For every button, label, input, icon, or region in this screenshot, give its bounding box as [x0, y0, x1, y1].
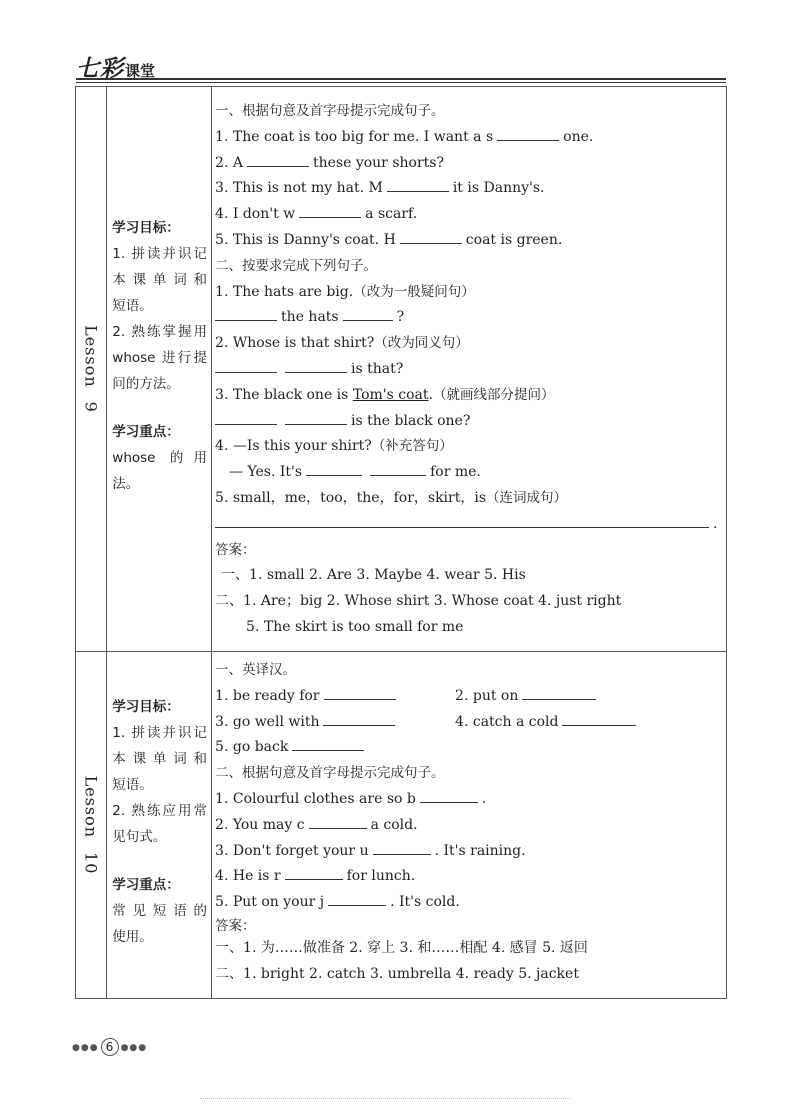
question: 2. You may c a cold. — [215, 813, 720, 839]
goal-line: 问的方法。 — [112, 376, 180, 392]
key-heading: 学习重点： — [112, 877, 180, 893]
goal-line: 2. 熟练掌握用 — [112, 324, 208, 340]
answer-line: — Yes. It's for me. — [215, 460, 720, 486]
answer-key: 二、1. bright 2. catch 3. umbrella 4. ready 5. jacket — [215, 965, 579, 982]
header-rule — [76, 78, 726, 80]
answer-line: . — [215, 512, 720, 538]
question: 4. catch a cold — [455, 710, 695, 736]
goal-line: 短语。 — [112, 298, 153, 314]
lesson-9-label-cell — [76, 87, 107, 652]
goal-line: 本课单词和 — [112, 272, 208, 288]
goal-heading: 学习目标： — [112, 220, 180, 236]
answer-key: 5. The skirt is too small for me — [246, 618, 464, 635]
section-title: 一、根据句意及首字母提示完成句子。 — [215, 103, 445, 119]
question: 3. This is not my hat. M it is Danny's. — [215, 176, 720, 202]
goal-heading: 学习目标： — [112, 699, 180, 715]
question: 1. The hats are big.（改为一般疑问句） — [215, 283, 475, 300]
lesson-table — [75, 86, 727, 999]
lesson-9-exercises — [212, 87, 727, 652]
question: 3. The black one is Tom's coat.（就画线部分提问） — [215, 386, 555, 403]
page-number: 6 — [101, 1038, 119, 1056]
question: 5. small，me，too，the，for，skirt，is（连词成句） — [215, 489, 568, 506]
lesson-10-row — [76, 652, 727, 999]
goal-line: 见句式。 — [112, 829, 167, 845]
question: 1. Colourful clothes are so b . — [215, 787, 720, 813]
answer-key: 一、1. 为……做准备 2. 穿上 3. 和……相配 4. 感冒 5. 返回 — [215, 939, 588, 956]
answer-title: 答案： — [215, 917, 256, 934]
goal-line: 1. 拼读并识记 — [112, 246, 208, 262]
lesson-9-label: Lesson9 — [81, 325, 101, 413]
logo-main-text: 七彩 — [76, 55, 124, 82]
section-title: 一、英译汉。 — [215, 662, 297, 678]
question: 5. Put on your j . It's cold. — [215, 890, 720, 916]
goal-line: whose 进行提 — [112, 350, 208, 366]
question: 1. The coat is too big for me. I want a s one. — [215, 125, 720, 151]
question: 3. go well with — [215, 710, 455, 736]
bottom-scan-artifact — [200, 1098, 570, 1099]
logo-sub-text: 课堂 — [125, 62, 156, 80]
question: 2. A these your shorts? — [215, 151, 720, 177]
goal-line: 1. 拼读并识记 — [112, 725, 208, 741]
key-line: 常见短语的 — [112, 903, 208, 919]
key-line: whose 的用法。 — [112, 450, 208, 492]
question: 1. be ready for — [215, 684, 455, 710]
question-row — [215, 710, 720, 736]
lesson-10-exercises — [212, 652, 727, 999]
answer-line: is the black one? — [215, 409, 720, 435]
goal-line: 2. 熟练应用常 — [112, 803, 208, 819]
answer-line: the hats ? — [215, 305, 720, 331]
key-line: 使用。 — [112, 929, 153, 945]
header-logo — [76, 50, 186, 80]
answer-key: 二、1. Are；big 2. Whose shirt 3. Whose coat 4. just right — [215, 593, 622, 610]
goal-line: 短语。 — [112, 777, 153, 793]
answer-line: is that? — [215, 357, 720, 383]
section-title: 二、按要求完成下列句子。 — [215, 257, 378, 274]
question: 5. This is Danny's coat. H coat is green. — [215, 228, 720, 254]
answer-key: 一、1. small 2. Are 3. Maybe 4. wear 5. His — [221, 567, 526, 584]
question: 3. Don't forget your u . It's raining. — [215, 839, 720, 865]
footer-dots-left: ●●● — [72, 1043, 99, 1053]
question: 5. go back — [215, 735, 720, 761]
header-rule-thin — [76, 82, 726, 83]
lesson-9-goals — [107, 87, 212, 652]
question: 4. He is r for lunch. — [215, 864, 720, 890]
key-heading: 学习重点： — [112, 424, 180, 440]
lesson-9-row — [76, 87, 727, 652]
page-footer — [72, 1038, 147, 1056]
goal-line: 本课单词和 — [112, 751, 208, 767]
lesson-10-label: Lesson10 — [81, 775, 101, 875]
question-row — [215, 684, 720, 710]
question: 2. put on — [455, 684, 695, 710]
underlined-phrase: Tom's coat — [352, 386, 429, 403]
question: 4. I don't w a scarf. — [215, 202, 720, 228]
footer-dots-right: ●●● — [120, 1043, 148, 1053]
answer-title: 答案： — [215, 541, 256, 558]
lesson-10-label-cell — [76, 652, 107, 999]
lesson-10-goals — [107, 652, 212, 999]
question: 4. —Is this your shirt?（补充答句） — [215, 438, 453, 455]
section-title: 二、根据句意及首字母提示完成句子。 — [215, 765, 445, 782]
question: 2. Whose is that shirt?（改为同义句） — [215, 335, 469, 352]
